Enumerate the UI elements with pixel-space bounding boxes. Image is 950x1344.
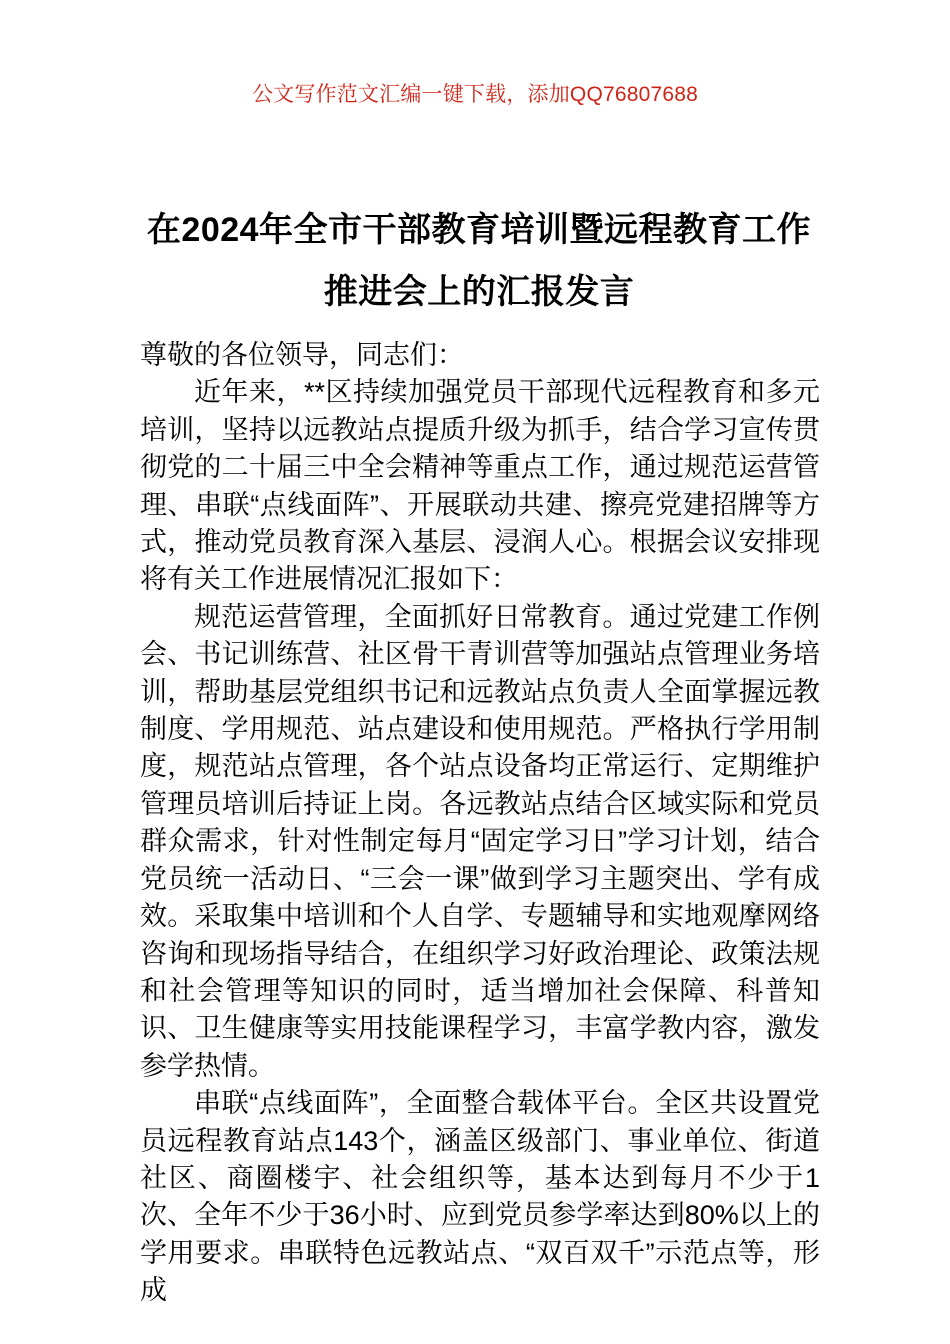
- paragraph-section-two: 串联“点线面阵”，全面整合载体平台。全区共设置党员远程教育站点143个，涵盖区级部门、事业单位、街道社区、商圈楼宇、社会组织等，基本达到每月不少于1次、全年不少于36小时、应到党员参学率达到80%以上的学用要求。串联特色远教站点、“双百双千”示范点等，形成: [140, 1088, 820, 1306]
- paragraph-salutation: 尊敬的各位领导，同志们：: [140, 340, 464, 370]
- paragraph-section-one: 规范运营管理，全面抓好日常教育。通过党建工作例会、书记训练营、社区骨干青训营等加强站点管理业务培训，帮助基层党组织书记和远教站点负责人全面掌握远教制度、学用规范、站点建设和使用规范。严格执行学用制度，规范站点管理，各个站点设备均正常运行、定期维护管理员培训后持证上岗。各远教站点结合区域实际和党员群众需求，针对性制定每月“固定学习日”学习计划，结合党员统一活动日、“三会一课”做到学习主题突出、学有成效。采取集中培训和个人自学、专题辅导和实地观摩网络咨询和现场指导结合，在组织学习好政治理论、政策法规和社会管理等知识的同时，适当增加社会保障、科普知识、卫生健康等实用技能课程学习，丰富学教内容，激发参学热情。: [140, 601, 820, 1081]
- document-title: 在2024年全市干部教育培训暨远程教育工作推进会上的汇报发言: [146, 210, 812, 311]
- promo-banner-text: 公文写作范文汇编一键下载，添加QQ76807688: [251, 83, 699, 106]
- promo-banner: [0, 80, 950, 110]
- document-body: [140, 337, 820, 1310]
- paragraph-intro: 近年来，**区持续加强党员干部现代远程教育和多元培训，坚持以远教站点提质升级为抓手，结合学习宣传贯彻党的二十届三中全会精神等重点工作，通过规范运营管理、串联“点线面阵”、开展联动共建、擦亮党建招牌等方式，推动党员教育深入基层、浸润人心。根据会议安排现将有关工作进展情况汇报如下：: [140, 377, 820, 595]
